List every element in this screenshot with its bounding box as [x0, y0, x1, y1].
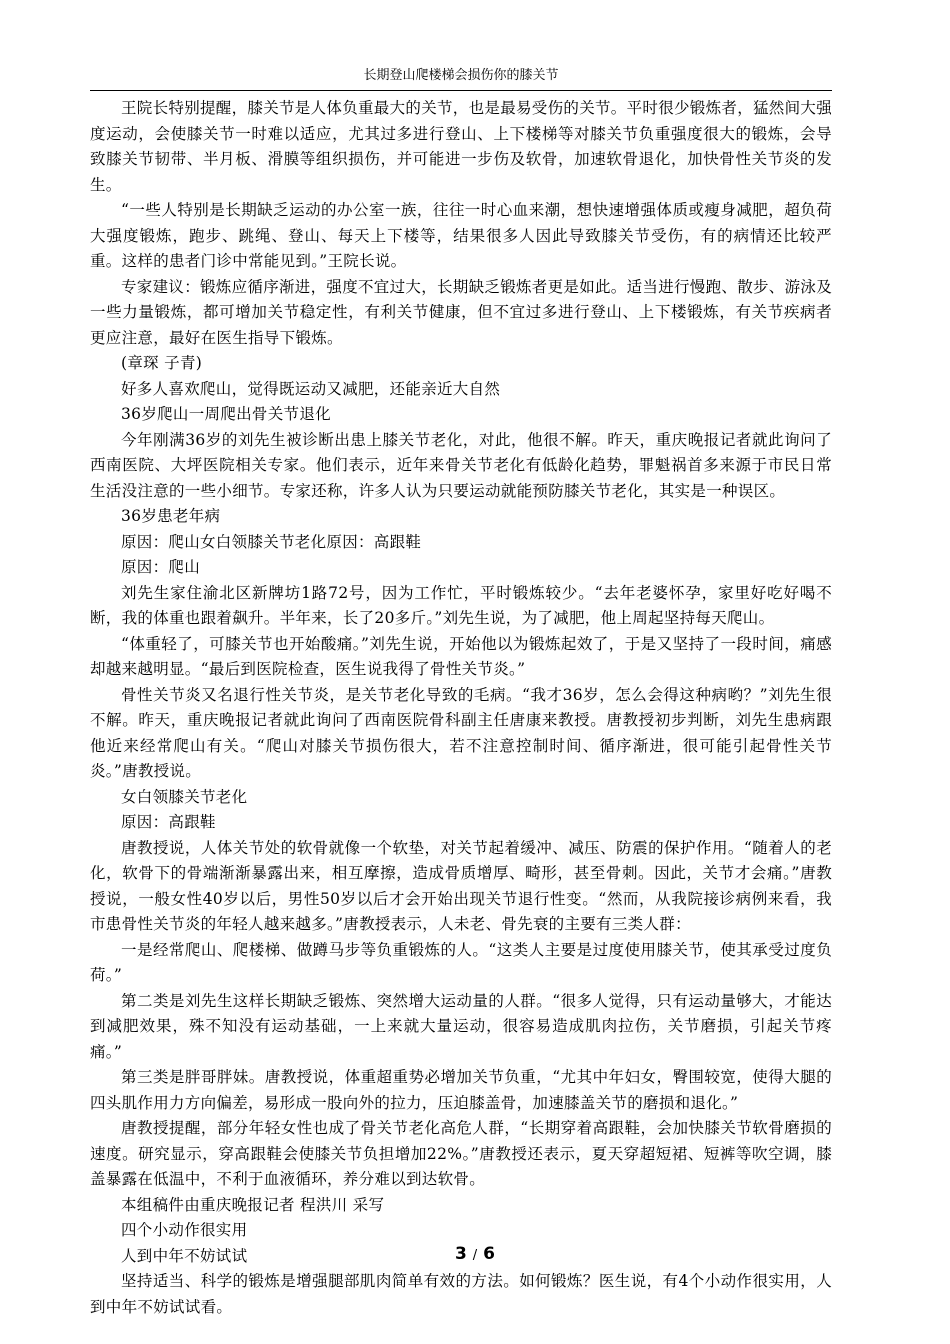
page-separator: /: [472, 1248, 478, 1263]
page-header: [90, 66, 832, 91]
subheading: 女白领膝关节老化: [121, 787, 248, 806]
paragraph: “一些人特别是长期缺乏运动的办公室一族，往往一时心血来潮，想快速增强体质或瘦身减肥，超负荷大强度锻炼，跑步、跳绳、登山、每天上下楼等，结果很多人因此导致膝关节受伤，有的病情还比较严重。这样的患者门诊中常能见到。”王院长说。: [90, 201, 832, 270]
header-title: 长期登山爬楼梯会损伤你的膝关节: [363, 68, 559, 83]
paragraph: 今年刚满36岁的刘先生被诊断出患上膝关节老化，对此，他很不解。昨天，重庆晚报记者就此询问了西南医院、大坪医院相关专家。他们表示，近年来骨关节老化有低龄化趋势，罪魁祸首多来源于市民日常生活没注意的一些小细节。专家还称，许多人认为只要运动就能预防膝关节老化，其实是一种误区。: [90, 430, 832, 500]
paragraph: 骨性关节炎又名退行性关节炎，是关节老化导致的毛病。“我才36岁，怎么会得这种病哟？”刘先生很不解。昨天，重庆晚报记者就此询问了西南医院骨科副主任唐康来教授。唐教授初步判断，刘先生患病跟他近来经常爬山有关。“爬山对膝关节损伤很大，若不注意控制时间、循序渐进，很可能引起骨性关节炎。”唐教授说。: [90, 685, 832, 780]
page-total: 6: [483, 1244, 495, 1264]
paragraph: 刘先生家住渝北区新牌坊1路72号，因为工作忙，平时锻炼较少。“去年老婆怀孕，家里好吃好喝不断，我的体重也跟着飙升。半年来，长了20多斤。”刘先生说，为了减肥，他上周起坚持每天爬山。: [90, 583, 832, 627]
subheading: 原因：高跟鞋: [121, 813, 216, 831]
subheading: 好多人喜欢爬山，觉得既运动又减肥，还能亲近大自然: [121, 379, 501, 398]
document-body: [90, 96, 832, 1320]
paragraph: 唐教授说，人体关节处的软骨就像一个软垫，对关节起着缓冲、减压、防震的保护作用。“随着人的老化，软骨下的骨端渐渐暴露出来，相互摩擦，造成骨质增厚、畸形，甚至骨刺。因此，关节才会痛。”唐教授说，一般女性40岁以后，男性50岁以后才会开始出现关节退行性变。“然而，从我院接诊病例来看，我市患骨性关节炎的年轻人越来越多。”唐教授表示，人未老、骨先衰的主要有三类人群：: [90, 838, 832, 933]
subheading: 四个小动作很实用: [121, 1221, 248, 1239]
byline: 本组稿件由重庆晚报记者 程洪川 采写: [121, 1195, 385, 1214]
page-current: 3: [455, 1244, 467, 1264]
paragraph: 唐教授提醒，部分年轻女性也成了骨关节老化高危人群，“长期穿着高跟鞋，会加快膝关节软骨磨损的速度。研究显示，穿高跟鞋会使膝关节负担增加22%。”唐教授还表示，夏天穿超短裙、短裤等吹空调，膝盖暴露在低温中，不利于血液循环，养分难以到达软骨。: [90, 1119, 832, 1188]
paragraph: 一是经常爬山、爬楼梯、做蹲马步等负重锻炼的人。“这类人主要是过度使用膝关节，使其承受过度负荷。”: [90, 940, 832, 984]
subheading: 36岁爬山一周爬出骨关节退化: [121, 405, 331, 423]
subheading: 人到中年不妨试试: [121, 1246, 248, 1265]
byline: (章琛 子青): [121, 354, 203, 372]
paragraph: 第二类是刘先生这样长期缺乏锻炼、突然增大运动量的人群。“很多人觉得，只有运动量够大，才能达到减肥效果，殊不知没有运动基础，一上来就大量运动，很容易造成肌肉拉伤，关节磨损，引起关节疼痛。”: [90, 991, 832, 1061]
subheading: 原因：爬山: [121, 558, 201, 576]
page-number: [0, 1244, 950, 1264]
paragraph: 坚持适当、科学的锻炼是增强腿部肌肉简单有效的方法。如何锻炼？医生说，有4个小动作很实用，人到中年不妨试试看。: [90, 1272, 832, 1316]
paragraph: 专家建议：锻炼应循序渐进，强度不宜过大，长期缺乏锻炼者更是如此。适当进行慢跑、散步、游泳及一些力量锻炼，都可增加关节稳定性，有利关节健康，但不宜过多进行登山、上下楼锻炼，有关节疾病者更应注意，最好在医生指导下锻炼。: [90, 277, 833, 347]
subheading: 原因：爬山女白领膝关节老化原因：高跟鞋: [121, 532, 422, 551]
paragraph: “体重轻了，可膝关节也开始酸痛。”刘先生说，开始他以为锻炼起效了，于是又坚持了一段时间，痛感却越来越明显。“最后到医院检查，医生说我得了骨性关节炎。”: [90, 634, 832, 678]
subheading: 36岁患老年病: [121, 507, 221, 525]
paragraph: 王院长特别提醒，膝关节是人体负重最大的关节，也是最易受伤的关节。平时很少锻炼者，猛然间大强度运动，会使膝关节一时难以适应，尤其过多进行登山、上下楼梯等对膝关节负重强度很大的锻炼，会导致膝关节韧带、半月板、滑膜等组织损伤，并可能进一步伤及软骨，加速软骨退化，加快骨性关节炎的发生。: [90, 99, 833, 194]
paragraph: 第三类是胖哥胖妹。唐教授说，体重超重势必增加关节负重，“尤其中年妇女，臀围较宽，使得大腿的四头肌作用力方向偏差，易形成一股向外的拉力，压迫膝盖骨，加速膝盖关节的磨损和退化。”: [90, 1068, 832, 1112]
